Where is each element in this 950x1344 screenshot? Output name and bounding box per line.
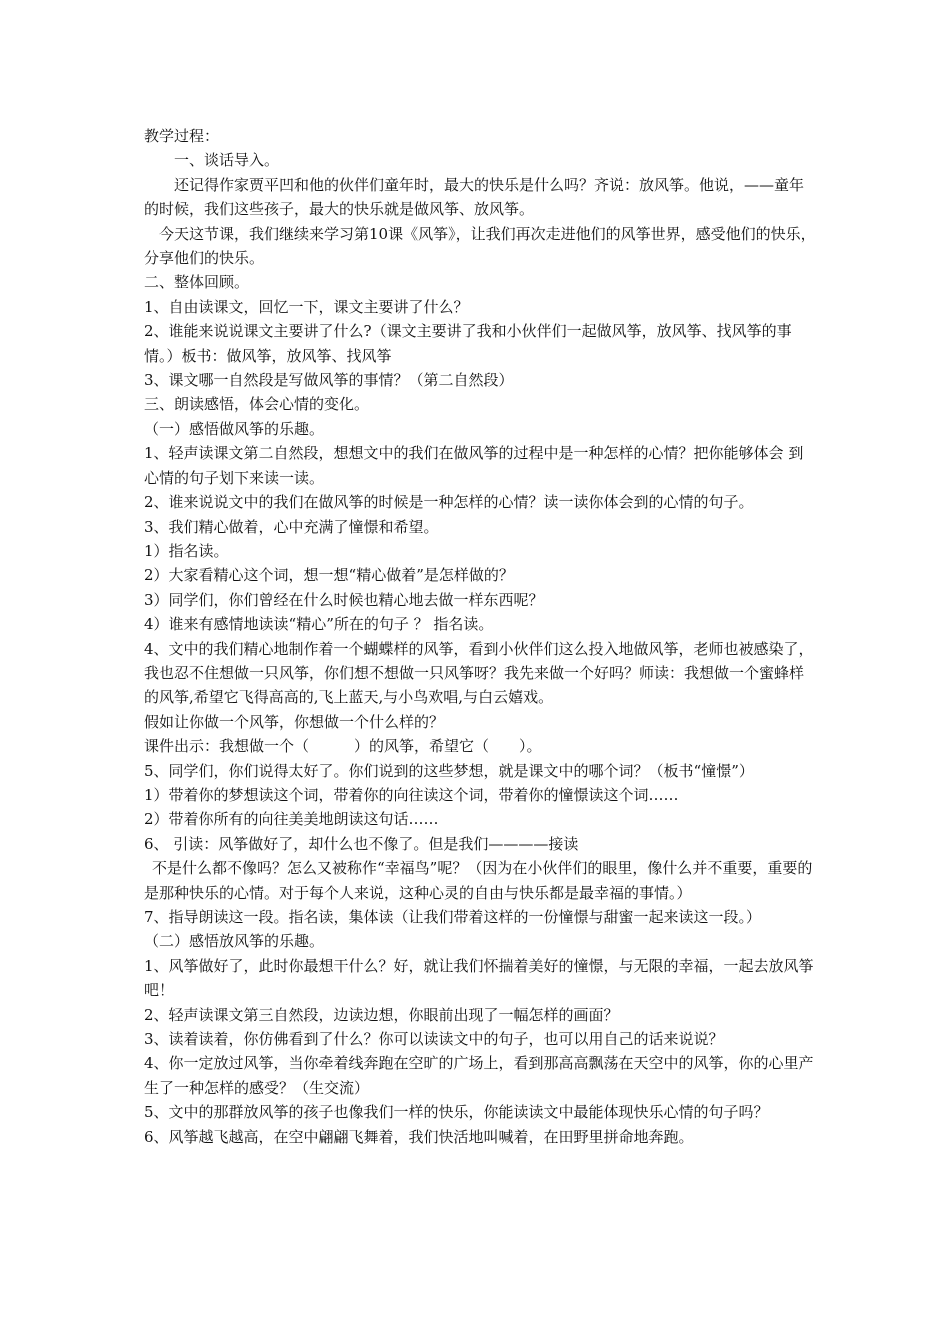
paragraph: 课件出示：我想做一个（ ）的风筝，希望它（ ）。 (144, 737, 542, 756)
list-item: 1、轻声读课文第二自然段，想想文中的我们在做风筝的过程中是一种怎样的心情？把你能够体会 到心情的句子划下来读一读。 (144, 444, 804, 487)
list-item: 2）大家看精心这个词，想一想“精心做着”是怎样做的？ (144, 566, 514, 585)
list-item: 1、自由读课文，回忆一下，课文主要讲了什么？ (144, 297, 469, 316)
list-item: 6、 引读：风筝做好了，却什么也不像了。但是我们————接读 (144, 834, 579, 853)
list-item: 3、读着读着，你仿佛看到了什么？你可以读读文中的句子，也可以用自己的话来说说？ (144, 1030, 724, 1049)
list-item: 7、指导朗读这一段。指名读，集体读（让我们带着这样的一份憧憬与甜蜜一起来读这一段。） (144, 908, 762, 926)
list-item: 5、同学们，你们说得太好了。你们说到的这些梦想，就是课文中的哪个词？（板书“憧憬”） (144, 761, 754, 780)
list-item: 4、文中的我们精心地制作着一个蝴蝶样的风筝，看到小伙伴们这么投入地做风筝，老师也被感染了，我也忍不住想做一只风筝，你们想不想做一只风筝呀？我先来做一个好吗？师读：我想做一个蜜蜂样的风筝,希望它飞得高高的,飞上蓝天,与小鸟欢唱,与白云嬉戏。 (144, 639, 814, 707)
list-item: 1）指名读。 (144, 541, 229, 560)
paragraph: 不是什么都不像吗？怎么又被称作“幸福鸟”呢？（因为在小伙伴们的眼里，像什么并不重要，重要的是那种快乐的心情。对于每个人来说，这种心灵的自由与快乐都是最幸福的事情。） (144, 859, 813, 902)
list-item: 3、课文哪一自然段是写做风筝的事情？（第二自然段） (144, 371, 514, 390)
subheading: （一）感悟做风筝的乐趣。 (144, 419, 325, 438)
paragraph: 假如让你做一个风筝，你想做一个什么样的？ (144, 712, 445, 731)
paragraph: 今天这节课，我们继续来学习第10课《风筝》，让我们再次走进他们的风筝世界，感受他们的快乐，分享他们的快乐。 (144, 224, 816, 268)
paragraph: 还记得作家贾平凹和他的伙伴们童年时，最大的快乐是什么吗？齐说：放风筝。他说，——童年的时候，我们这些孩子，最大的快乐就是做风筝、放风筝。 (144, 175, 805, 219)
list-item: 4）谁来有感情地读读“精心”所在的句子 ？ 指名读。 (144, 615, 494, 634)
document-body (144, 124, 816, 1149)
list-item: 6、风筝越飞越高，在空中翩翩飞舞着，我们快活地叫喊着，在田野里拼命地奔跑。 (144, 1127, 694, 1146)
list-item: 2、谁能来说说课文主要讲了什么?（课文主要讲了我和小伙伴们一起做风筝，放风筝、找风筝的事情。）板书：做风筝，放风筝、找风筝 (144, 322, 792, 365)
list-item: 2、轻声读课文第三自然段，边读边想，你眼前出现了一幅怎样的画面？ (144, 1005, 619, 1024)
list-item: 3、我们精心做着，心中充满了憧憬和希望。 (144, 517, 439, 536)
subheading: （二）感悟放风筝的乐趣。 (144, 932, 325, 951)
section-heading: 教学过程： (144, 127, 220, 145)
list-item: 2、谁来说说文中的我们在做风筝的时候是一种怎样的心情？读一读你体会到的心情的句子。 (144, 493, 754, 512)
list-item: 1、风筝做好了，此时你最想干什么？好，就让我们怀揣着美好的憧憬，与无限的幸福，一起去放风筝吧！ (144, 956, 814, 1000)
list-item: 2）带着你所有的向往美美地朗读这句话…… (144, 810, 439, 829)
subheading: 二、整体回顾。 (144, 273, 250, 292)
list-item: 4、你一定放过风筝，当你牵着线奔跑在空旷的广场上，看到那高高飘荡在天空中的风筝，你的心里产生了一种怎样的感受？（生交流） (144, 1054, 814, 1097)
list-item: 3）同学们，你们曾经在什么时候也精心地去做一样东西呢？ (144, 590, 544, 609)
list-item: 1）带着你的梦想读这个词，带着你的向往读这个词，带着你的憧憬读这个词…… (144, 785, 679, 804)
subheading: 三、朗读感悟，体会心情的变化。 (144, 395, 370, 414)
list-item: 5、文中的那群放风筝的孩子也像我们一样的快乐，你能读读文中最能体现快乐心情的句子吗？ (144, 1103, 769, 1122)
subheading: 一、谈话导入。 (174, 151, 280, 170)
